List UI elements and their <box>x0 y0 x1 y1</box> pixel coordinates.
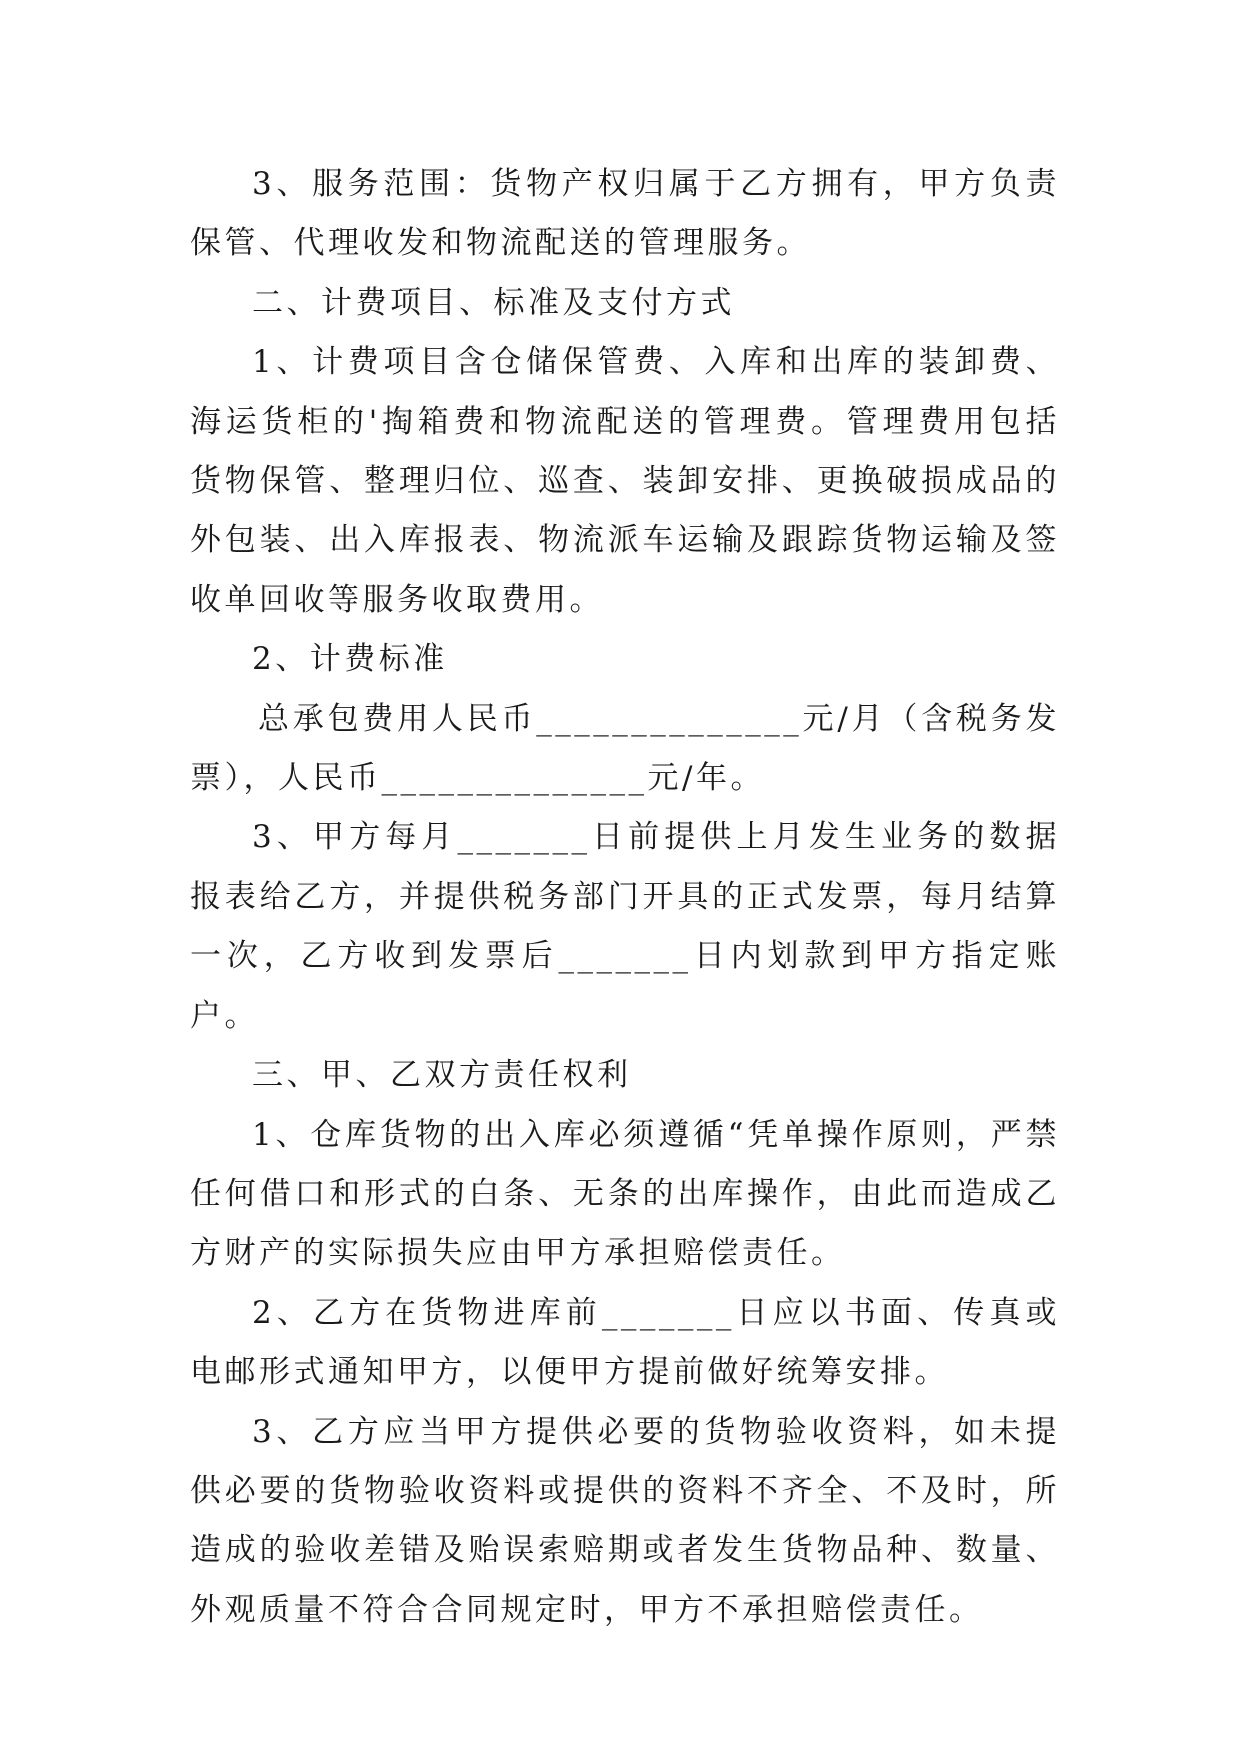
clause-acceptance-documents: 3、乙方应当甲方提供必要的货物验收资料，如未提供必要的货物验收资料或提供的资料不齐全、不及时，所造成的验收差错及贻误索赔期或者发生货物品种、数量、外观质量不符合合同规定时，甲方不承担赔偿责任。 <box>190 1413 1060 1628</box>
document-body <box>190 155 1060 1640</box>
clause-billing-items: 1、计费项目含仓储保管费、入库和出库的装卸费、海运货柜的'掏箱费和物流配送的管理费。管理费用包括货物保管、整理归位、巡查、装卸安排、更换破损成品的外包装、出入库报表、物流派车运输及跟踪货物运输及签收单回收等服务收取费用。 <box>190 344 1060 618</box>
clause-billing-standard: 2、计费标准 <box>252 641 448 678</box>
clause-service-scope: 3、服务范围：货物产权归属于乙方拥有，甲方负责保管、代理收发和物流配送的管理服务。 <box>190 166 1060 262</box>
section-heading-responsibilities: 三、甲、乙双方责任权利 <box>252 1057 632 1094</box>
clause-total-fee: 总承包费用人民币______________元/月（含税务发票），人民币______________元/年。 <box>190 700 1060 797</box>
clause-monthly-settlement: 3、甲方每月_______日前提供上月发生业务的数据报表给乙方，并提供税务部门开具的正式发票，每月结算一次，乙方收到发票后_______日内划款到甲方指定账户。 <box>190 819 1060 1034</box>
section-heading-billing: 二、计费项目、标准及支付方式 <box>252 284 735 321</box>
clause-advance-notice: 2、乙方在货物进库前_______日应以书面、传真或电邮形式通知甲方，以便甲方提前做好统筹安排。 <box>190 1294 1060 1391</box>
clause-warehouse-operations: 1、仓库货物的出入库必须遵循“凭单操作原则，严禁任何借口和形式的白条、无条的出库操作，由此而造成乙方财产的实际损失应由甲方承担赔偿责任。 <box>190 1116 1060 1272</box>
